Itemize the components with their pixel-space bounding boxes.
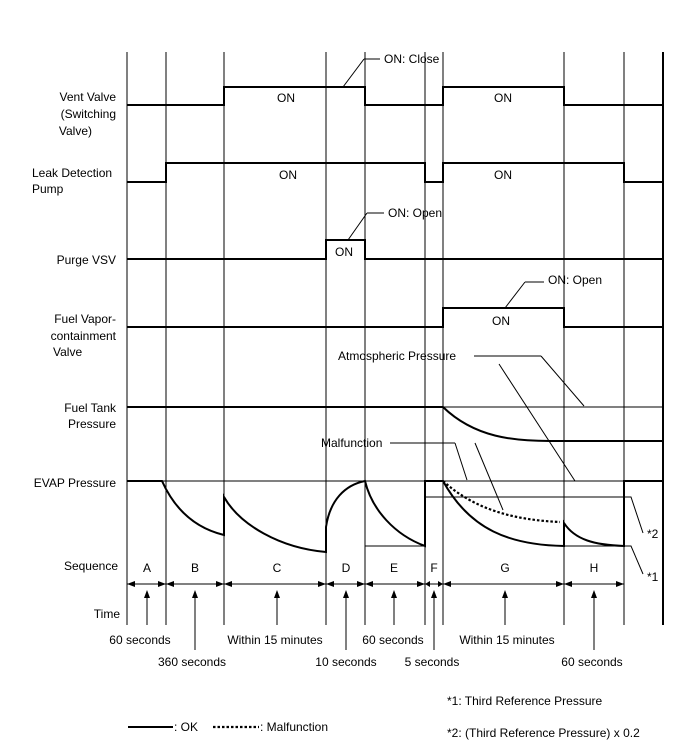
- label-fuel-tank: Fuel Tank: [64, 401, 116, 415]
- duration-b: 360 seconds: [157, 655, 227, 669]
- legend-ok: : OK: [174, 720, 199, 734]
- seq-b: B: [190, 561, 200, 575]
- label-vent-valve: Vent Valve: [59, 90, 116, 104]
- label-fuel-valve-2: containment: [50, 329, 116, 343]
- malfunction-label: Malfunction: [321, 436, 383, 450]
- ref-tag-1: *1: [647, 570, 659, 584]
- label-purge-vsv: Purge VSV: [56, 253, 116, 267]
- duration-e: 60 seconds: [362, 633, 424, 647]
- vent-on-1: ON: [277, 91, 295, 105]
- duration-c: Within 15 minutes: [227, 633, 323, 647]
- duration-h: 60 seconds: [561, 655, 623, 669]
- sequence-labels: [143, 561, 598, 575]
- ref-tag-2: *2: [647, 527, 659, 541]
- atmospheric-label: Atmospheric Pressure: [338, 349, 457, 363]
- label-vent-valve-2: (Switching: [60, 107, 116, 121]
- signal-labels: [32, 90, 120, 621]
- label-fuel-valve-3: Valve: [53, 345, 83, 359]
- seq-a: A: [142, 561, 152, 575]
- pump-on-1: ON: [279, 168, 297, 182]
- fuel-valve-trace: [127, 273, 663, 328]
- seq-c: C: [272, 561, 282, 575]
- purge-on: ON: [335, 245, 353, 259]
- vent-on-close: ON: Close: [384, 52, 440, 66]
- seq-h: H: [589, 561, 599, 575]
- duration-d: 10 seconds: [315, 655, 377, 669]
- sequence-arrows: [127, 581, 624, 587]
- fuel-tank-pressure-trace: [127, 349, 663, 481]
- fuel-valve-on: ON: [492, 314, 510, 328]
- pump-on-2: ON: [494, 168, 512, 182]
- footnote-1: *1: Third Reference Pressure: [447, 694, 603, 708]
- seq-e: E: [389, 561, 399, 575]
- label-evap: EVAP Pressure: [33, 476, 116, 490]
- label-leak-pump: Leak Detection: [32, 166, 113, 180]
- purge-on-open: ON: Open: [388, 206, 443, 220]
- purge-vsv-trace: [127, 206, 663, 259]
- label-fuel-tank-2: Pressure: [67, 417, 116, 431]
- fuel-valve-on-open: ON: Open: [548, 273, 603, 287]
- legend-malfunction: : Malfunction: [260, 720, 329, 734]
- label-vent-valve-3: Valve): [58, 124, 92, 138]
- label-fuel-valve: Fuel Vapor-: [54, 312, 116, 326]
- duration-f: 5 seconds: [404, 655, 460, 669]
- label-time: Time: [93, 607, 120, 621]
- seq-g: G: [500, 561, 510, 575]
- duration-g: Within 15 minutes: [459, 633, 555, 647]
- footnotes: [447, 694, 640, 740]
- seq-f: F: [430, 561, 438, 575]
- label-sequence: Sequence: [63, 559, 118, 573]
- vent-valve-trace: [127, 52, 663, 105]
- seq-d: D: [341, 561, 351, 575]
- label-leak-pump-2: Pump: [32, 182, 64, 196]
- footnote-2: *2: (Third Reference Pressure) x 0.2: [447, 726, 640, 740]
- legend: [128, 720, 328, 734]
- duration-a: 60 seconds: [109, 633, 171, 647]
- leak-pump-trace: [127, 163, 663, 182]
- vent-on-2: ON: [494, 91, 512, 105]
- duration-labels: [109, 633, 622, 669]
